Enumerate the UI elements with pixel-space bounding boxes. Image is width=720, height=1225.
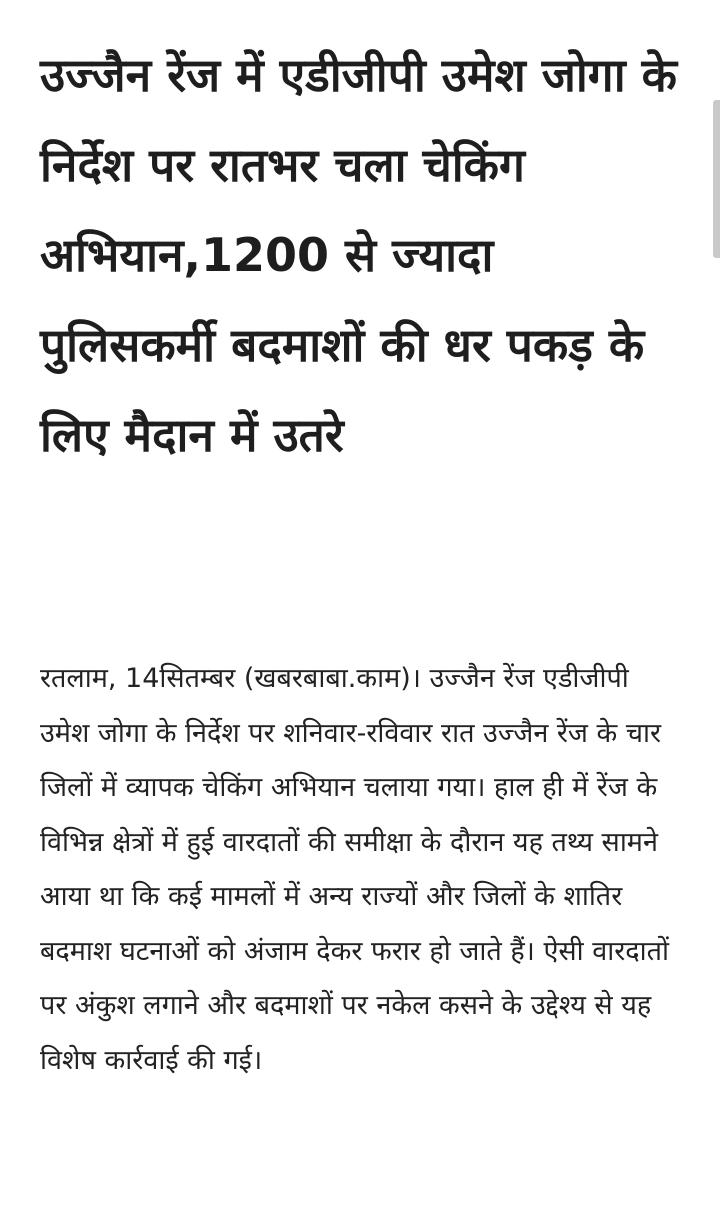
article-headline: उज्जैन रेंज में एडीजीपी उमेश जोगा के निर्देश पर रातभर चला चेकिंग अभियान,1200 से ज्यादा पुलिसकर्मी बदमाशों की धर पकड़ के लिए मैदान में उतरे — [40, 48, 677, 462]
vertical-scrollbar[interactable] — [713, 100, 720, 258]
article-body-paragraph: रतलाम, 14सितम्बर (खबरबाबा.काम)। उज्जैन रेंज एडीजीपी उमेश जोगा के निर्देश पर शनिवार-रविवार रात उज्जैन रेंज के चार जिलों में व्यापक चेकिंग अभियान चलाया गया। हाल ही में रेंज के विभिन्न क्षेत्रों में हुई वारदातों की समीक्षा के दौरान यह तथ्य सामने आया था कि कई मामलों में अन्य राज्यों और जिलों के शातिर बदमाश घटनाओं को अंजाम देकर फरार हो जाते हैं। ऐसी वारदातों पर अंकुश लगाने और बदमाशों पर नकेल कसने के उद्देश्य से यह विशेष कार्रवाई की गई। — [40, 663, 670, 1076]
